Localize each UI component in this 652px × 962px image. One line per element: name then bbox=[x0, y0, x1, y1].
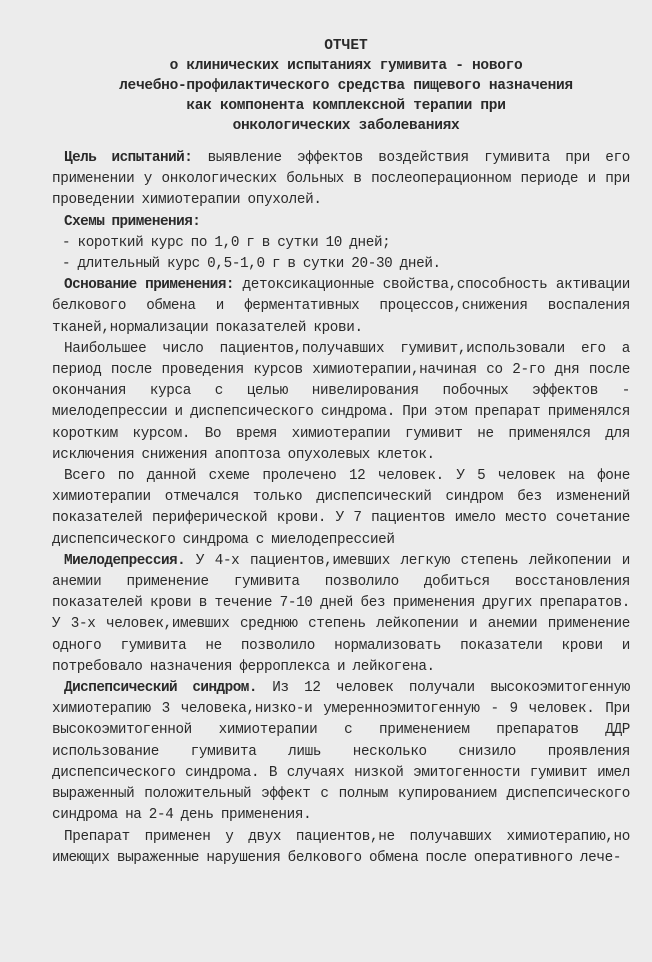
goal-text: выявление эффектов воздействия гумивита при его применении у онкологических больных в послеоперационном периоде и при проведении химиотерапии опухолей. bbox=[52, 150, 630, 209]
title-line-5: онкологических заболеваниях bbox=[232, 118, 460, 134]
scheme-item-short: - короткий курс по 1,0 г в сутки 10 дней; bbox=[62, 234, 391, 251]
basis-label: Основание применения: bbox=[64, 277, 234, 294]
goal-label: Цель испытаний: bbox=[64, 150, 193, 166]
total-treated-paragraph: Всего по данной схеме пролечено 12 человек. У 5 человек на фоне химиотерапии отмечался только диспепсический синдром без изменений показателей периферической крови. У 7 пациентов имело место сочетание диспепсического синдрома с миелодепрессией bbox=[52, 468, 630, 548]
title-line-4: как компонента комплексной терапии при bbox=[186, 98, 506, 114]
goal-paragraph bbox=[52, 148, 630, 212]
myelodepression-text: У 4-х пациентов,имевших легкую степень лейкопении и анемии применение гумивита позволило добиться восстановления показателей крови в течение 7-10 дней без применения других препаратов. У 3-х человек,имевших среднюю степень лейкопении и анемии применение одного гумивита не позволило нормализовать показатели крови и потребовало назначения ферроплекса и лейкогена. bbox=[52, 552, 630, 675]
title-line-report: ОТЧЕТ bbox=[324, 38, 368, 54]
dyspeptic-text: Из 12 человек получали высокоэмитогенную химиотерапию 3 человека,низко-и умеренноэмитогенную - 9 человек. При высокоэмитогенной химиотерапии с применением препаратов ДДР использование гумивита лишь несколько снизило проявления диспепсического синдрома. В случаях низкой эмитогенности гумивит имел выраженный положительный эффект с полным купированием диспепсического синдрома на 2-4 день применения. bbox=[52, 680, 630, 824]
myelodepression-paragraph bbox=[52, 551, 630, 678]
title-line-2: о клинических испытаниях гумивита - нового bbox=[169, 58, 523, 74]
schemes-label: Схемы применения: bbox=[64, 213, 201, 230]
dyspeptic-paragraph bbox=[52, 678, 630, 826]
report-body bbox=[52, 148, 630, 869]
scheme-item-long: - длительный курс 0,5-1,0 г в сутки 20-30 дней. bbox=[62, 256, 441, 273]
dyspeptic-label: Диспепсический синдром. bbox=[64, 680, 257, 697]
two-patients-paragraph: Препарат применен у двух пациентов,не получавших химиотерапию,но имеющих выраженные нарушения белкового обмена после оперативного лече- bbox=[52, 828, 630, 866]
title-line-3: лечебно-профилактического средства пищевого назначения bbox=[119, 78, 573, 94]
schemes-heading bbox=[52, 212, 630, 233]
largest-number-paragraph: Наибольшее число пациентов,получавших гумивит,использовали его а период после проведения курсов химиотерапии,начиная со 2-го дня после окончания курса с целью нивелирования побочных эффектов - миелодепрессии и диспепсического синдрома. При этом препарат применялся коротким курсом. Во время химиотерапии гумивит не применялся для исключения снижения апоптоза опухолевых клеток. bbox=[52, 340, 630, 463]
myelodepression-label: Миелодепрессия. bbox=[64, 552, 186, 569]
basis-text: детоксикационные свойства,способность активации белкового обмена и ферментативных процессов,снижения воспаления тканей,нормализации показателей крови. bbox=[52, 277, 630, 336]
report-title bbox=[52, 36, 630, 136]
basis-paragraph bbox=[52, 275, 630, 339]
schemes-list bbox=[52, 233, 630, 275]
